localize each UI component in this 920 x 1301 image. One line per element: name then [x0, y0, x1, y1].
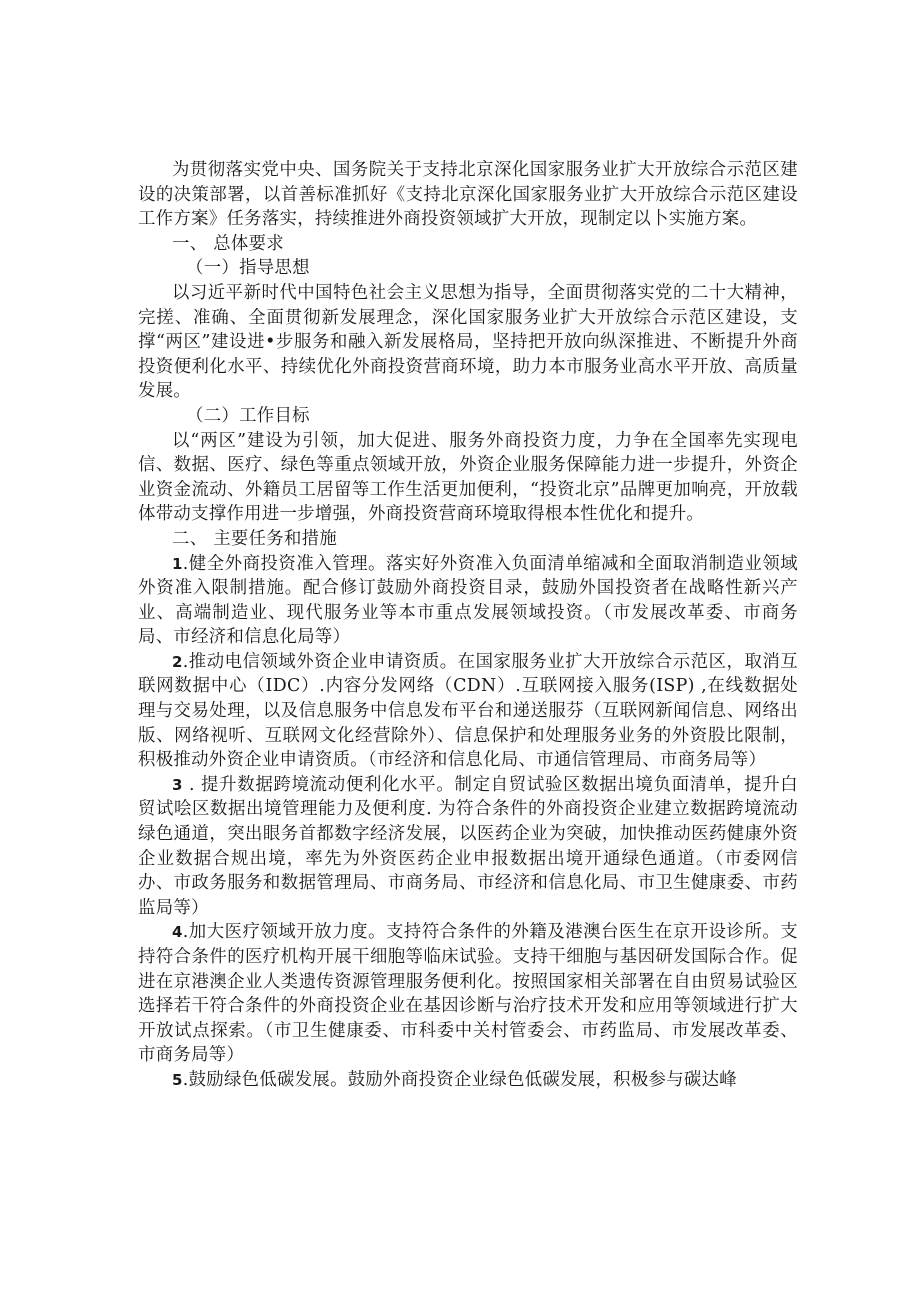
task-item-4	[138, 920, 798, 1068]
task-text: .健全外商投资准入管理。落实好外资准入负面清单缩减和全面取消制造业领域外资准入限制措施。配合修订鼓励外商投资目录，鼓励外国投资者在战略性新兴产业、高端制造业、现代服务业等本市重点发展领域投资。（市发展改革委、市商务局、市经济和信息化局等）	[138, 553, 798, 648]
task-text: .加大医疗领域开放力度。支持符合条件的外籍及港澳台医生在京开设诊所。支持符合条件的医疗机构开展干细胞等临床试验。支持干细胞与基因研发国际合作。促进在京港澳企业人类遗传资源管理服务便利化。按照国家相关部署在自由贸易试验区选择若干符合条件的外商投资企业在基因诊断与治疗技术开发和应用等领域进行扩大开放试点探索。（市卫生健康委、市科委中关村管委会、市药监局、市发展改革委、市商务局等）	[138, 922, 798, 1066]
task-number: 1	[172, 554, 183, 573]
intro-paragraph: 为贯彻落实党中央、国务院关于支持北京深化国家服务业扩大开放综合示范区建设的决策部署，以首善标准抓好《支持北京深化国家服务业扩大开放综合示范区建设工作方案》任务落实，持续推进外商投资领域扩大开放，现制定以卜实施方案。	[138, 160, 798, 230]
task-text: .鼓励绿色低碳发展。鼓励外商投资企业绿色低碳发展，积极参与碳达峰	[182, 1069, 737, 1090]
task-item-3	[138, 773, 798, 921]
task-number: 3	[172, 775, 183, 794]
task-number: 4	[172, 923, 183, 942]
guiding-ideology-paragraph: 以习近平新时代中国特色社会主义思想为指导，全面贯彻落实党的二十大精神，完搓、准确、全面贯彻新发展理念，深化国家服务业扩大开放综合示范区建设，支撑“两区”建设进•步服务和融入新发展格局，坚持把开放向纵深推进、不断提升外商投资便利化水平、持续优化外商投资营商环境，助力本市服务业高水平开放、高质量发展。	[138, 282, 798, 402]
task-item-1	[138, 552, 798, 650]
section-heading-overall-requirements: 一、 总体要求	[172, 233, 284, 254]
task-number: 5	[172, 1070, 183, 1089]
task-text: .推动电信领域外资企业申请资质。在国家服务业扩大开放综合示范区，取消互联网数据中心（IDC）.内容分发网络（CDN）.互联网接入服务(ISP) ,在线数据处理与交易处理，以及信息服务中信息发布平台和递送服芬（互联网新闻信息、网络出版、网络视听、互联网文化经营除外）、信息保护和处理服务业务的外资股比限制，积极推动外资企业申请资质。（市经济和信息化局、市通信管理局、市商务局等）	[138, 651, 798, 771]
document-body	[138, 158, 798, 1093]
section-heading-main-tasks: 二、 主要任务和措施	[172, 528, 338, 549]
task-number: 2	[172, 652, 183, 671]
subsection-heading-work-goals: （二）工作目标	[186, 405, 310, 426]
task-item-5	[138, 1068, 798, 1093]
work-goals-paragraph: 以“两区”建设为引领，加大促进、服务外商投资力度，力争在全国率先实现电信、数据、医疗、绿色等重点领域开放，外资企业服务保障能力进一步提升，外资企业资金流动、外籍员工居留等工作生活更加便利，“投资北京”品牌更加响亮，开放载体带动支撑作用进一步增强，外商投资营商环境取得根本性优化和提升。	[138, 430, 798, 525]
task-item-2	[138, 650, 798, 773]
subsection-heading-guiding-ideology: （一）指导思想	[186, 258, 310, 279]
task-text: . 提升数据跨境流动便利化水平。制定自贸试验区数据出境负面清单，提升白贸试哙区数据出境管理能力及便利度. 为符合条件的外商投资企业建立数据跨境流动绿色通道，突出眼务首都数字经济发展，以医药企业为突破，加快推动医药健康外资企业数据合规出境，率先为外资医药企业申报数据出境开通绿色通道。（市委网信办、市政务服务和数据管理局、市商务局、市经济和信息化局、市卫生健康委、市药监局等）	[138, 774, 798, 918]
